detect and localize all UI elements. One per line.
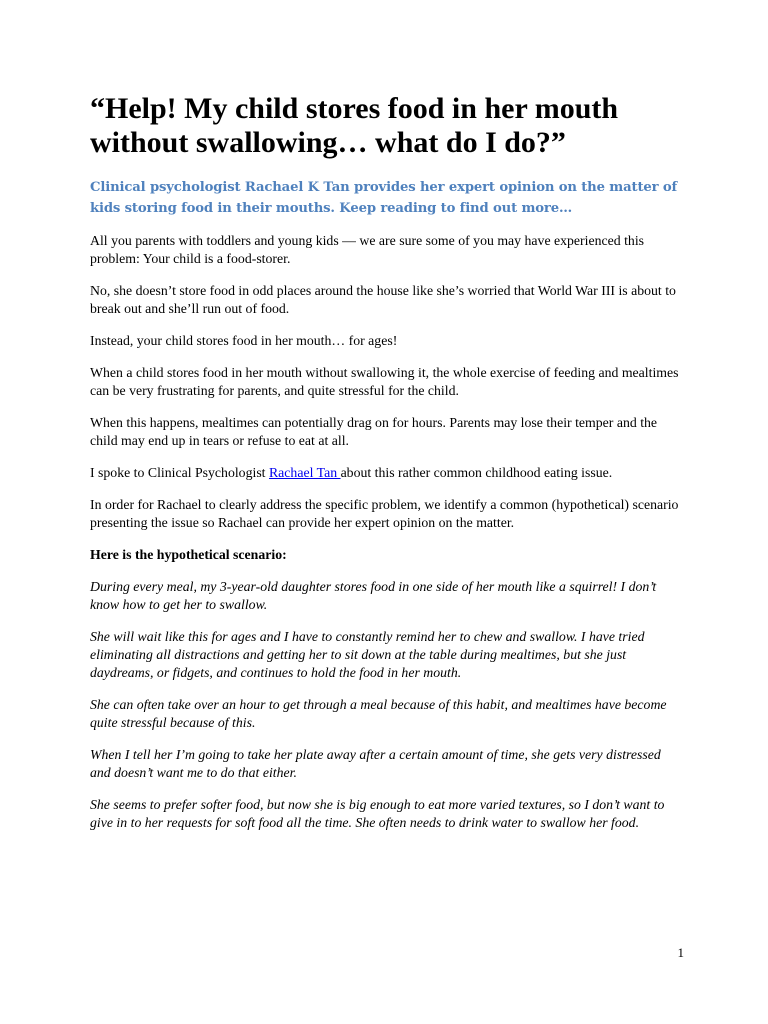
page-number: 1 <box>677 945 684 960</box>
rachael-tan-link[interactable]: Rachael Tan <box>268 465 341 480</box>
scenario-paragraph: When I tell her I’m going to take her plate away after a certain amount of time, she gets very distressed and doesn’t want me to do that either. <box>90 747 661 780</box>
body-paragraph: All you parents with toddlers and young kids — we are sure some of you may have experienced this problem: Your child is a food-storer. <box>90 233 645 266</box>
scenario-paragraph: She can often take over an hour to get through a meal because of this habit, and mealtimes have become quite stressful because of this. <box>90 697 667 730</box>
scenario-heading: Here is the hypothetical scenario: <box>90 547 287 562</box>
scenario-intro-paragraph: In order for Rachael to clearly address the specific problem, we identify a common (hypothetical) scenario presenting the issue so Rachael can provide her expert opinion on the matter. <box>90 497 679 530</box>
intro-text-before: I spoke to Clinical Psychologist <box>90 465 269 480</box>
intro-text-after: about this rather common childhood eating issue. <box>340 465 613 480</box>
scenario-paragraph: During every meal, my 3-year-old daughter stores food in one side of her mouth like a squirrel! I don’t know how to get her to swallow. <box>90 579 657 612</box>
article-title: “Help! My child stores food in her mouth without swallowing… what do I do?” <box>90 92 619 159</box>
body-paragraph: No, she doesn’t store food in odd places around the house like she’s worried that World War III is about to break out and she’ll run out of food. <box>90 283 676 316</box>
scenario-paragraph: She will wait like this for ages and I have to constantly remind her to chew and swallow. I have tried eliminating all distractions and getting her to sit down at the table during mealtimes, but she just daydreams, or fidgets, and continues to hold the food in her mouth. <box>90 629 645 680</box>
body-paragraph: When this happens, mealtimes can potentially drag on for hours. Parents may lose their temper and the child may end up in tears or refuse to eat at all. <box>90 415 658 448</box>
body-paragraph: When a child stores food in her mouth without swallowing it, the whole exercise of feeding and mealtimes can be very frustrating for parents, and quite stressful for the child. <box>90 365 679 398</box>
psychologist-intro-paragraph <box>90 464 682 482</box>
article-subtitle: Clinical psychologist Rachael K Tan provides her expert opinion on the matter of kids storing food in their mouths. Keep reading to find out more… <box>90 180 678 216</box>
scenario-paragraph: She seems to prefer softer food, but now she is big enough to eat more varied textures, so I don’t want to give in to her requests for soft food all the time. She often needs to drink water to swallow her food. <box>90 797 665 830</box>
body-paragraph: Instead, your child stores food in her mouth… for ages! <box>90 333 398 348</box>
document-page <box>90 92 682 832</box>
